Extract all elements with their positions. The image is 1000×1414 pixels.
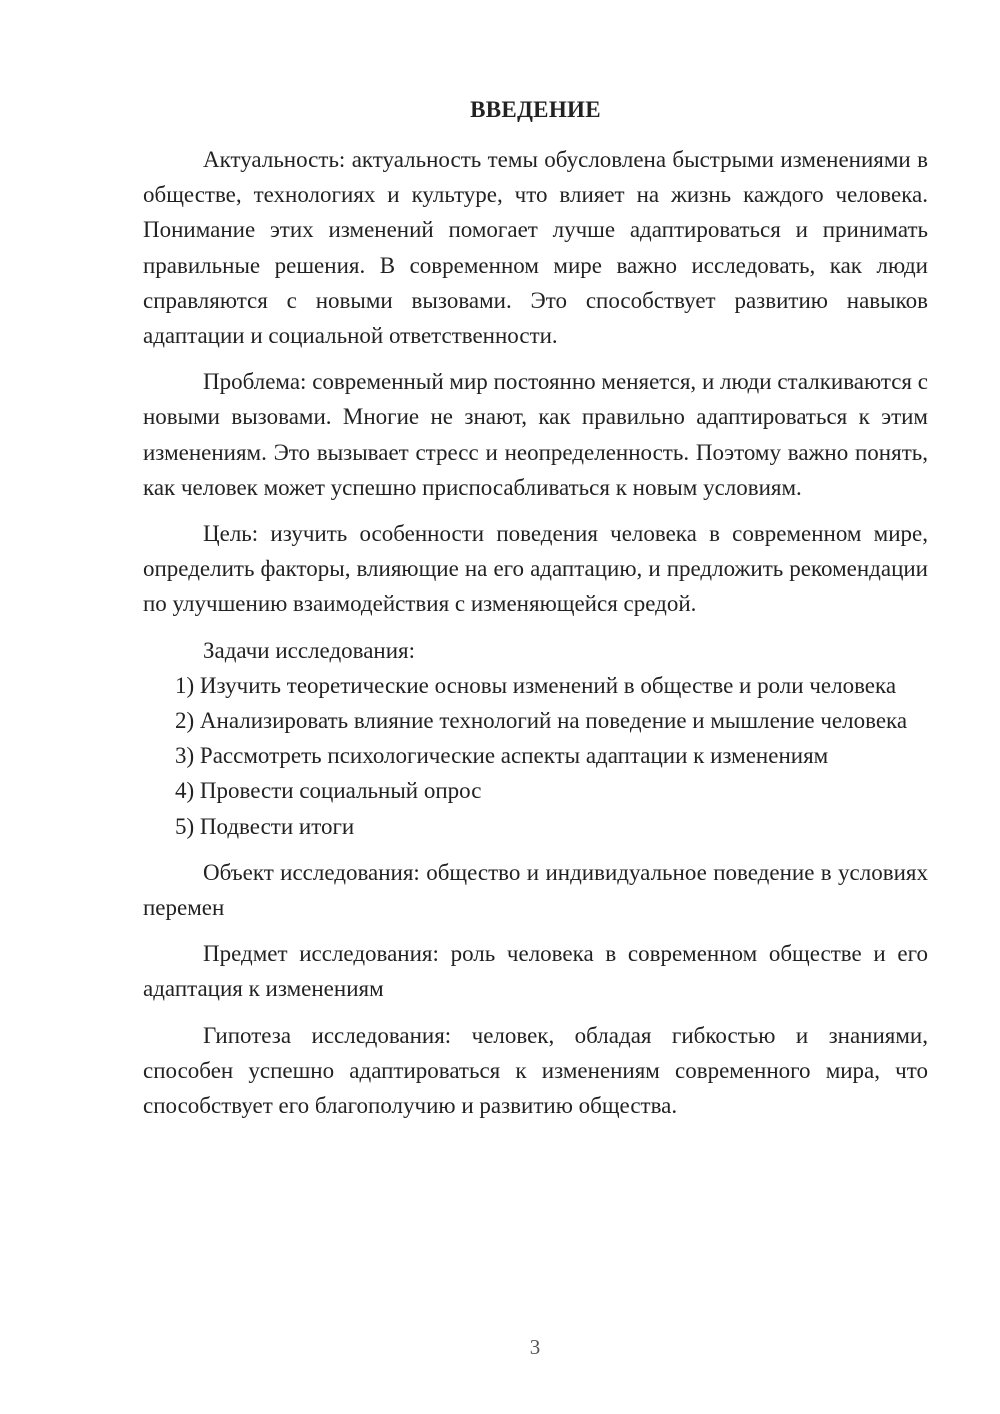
relevance-paragraph: Актуальность: актуальность темы обусловлена быстрыми изменениями в обществе, технологиях и культуре, что влияет на жизнь каждого человека. Понимание этих изменений помогает лучше адаптироваться и принимать правильные решения. В современном мире важно исследовать, как люди справляются с новыми вызовами. Это способствует развитию навыков адаптации и социальной ответственности. [143,147,928,349]
list-item: 4) Провести социальный опрос [175,778,482,804]
hypothesis-paragraph: Гипотеза исследования: человек, обладая гибкостью и знаниями, способен успешно адаптироваться к изменениям современного мира, что способствует его благополучию и развитию общества. [143,1022,928,1119]
subject-paragraph: Предмет исследования: роль человека в современном обществе и его адаптация к изменениям [143,941,928,1002]
list-item: 2) Анализировать влияние технологий на поведение и мышление человека [175,708,908,734]
object-paragraph: Объект исследования: общество и индивидуальное поведение в условиях перемен [143,859,928,921]
list-item: 5) Подвести итоги [175,813,355,839]
document-body [143,142,928,1123]
page-number: 3 [529,1335,541,1359]
tasks-list [143,668,928,844]
tasks-heading: Задачи исследования: [203,637,416,663]
page-title: ВВЕДЕНИЕ [470,97,601,122]
problem-paragraph: Проблема: современный мир постоянно меняется, и люди сталкиваются с новыми вызовами. Многие не знают, как правильно адаптироваться к этим изменениям. Это вызывает стресс и неопределенность. Поэтому важно понять, как человек может успешно приспосабливаться к новым условиям. [143,369,928,500]
list-item: 3) Рассмотреть психологические аспекты адаптации к изменениям [175,743,829,769]
list-item: 1) Изучить теоретические основы изменений в обществе и роли человека [175,672,897,698]
goal-paragraph: Цель: изучить особенности поведения человека в современном мире, определить факторы, влияющие на его адаптацию, и предложить рекомендации по улучшению взаимодействия с изменяющейся средой. [143,521,928,617]
